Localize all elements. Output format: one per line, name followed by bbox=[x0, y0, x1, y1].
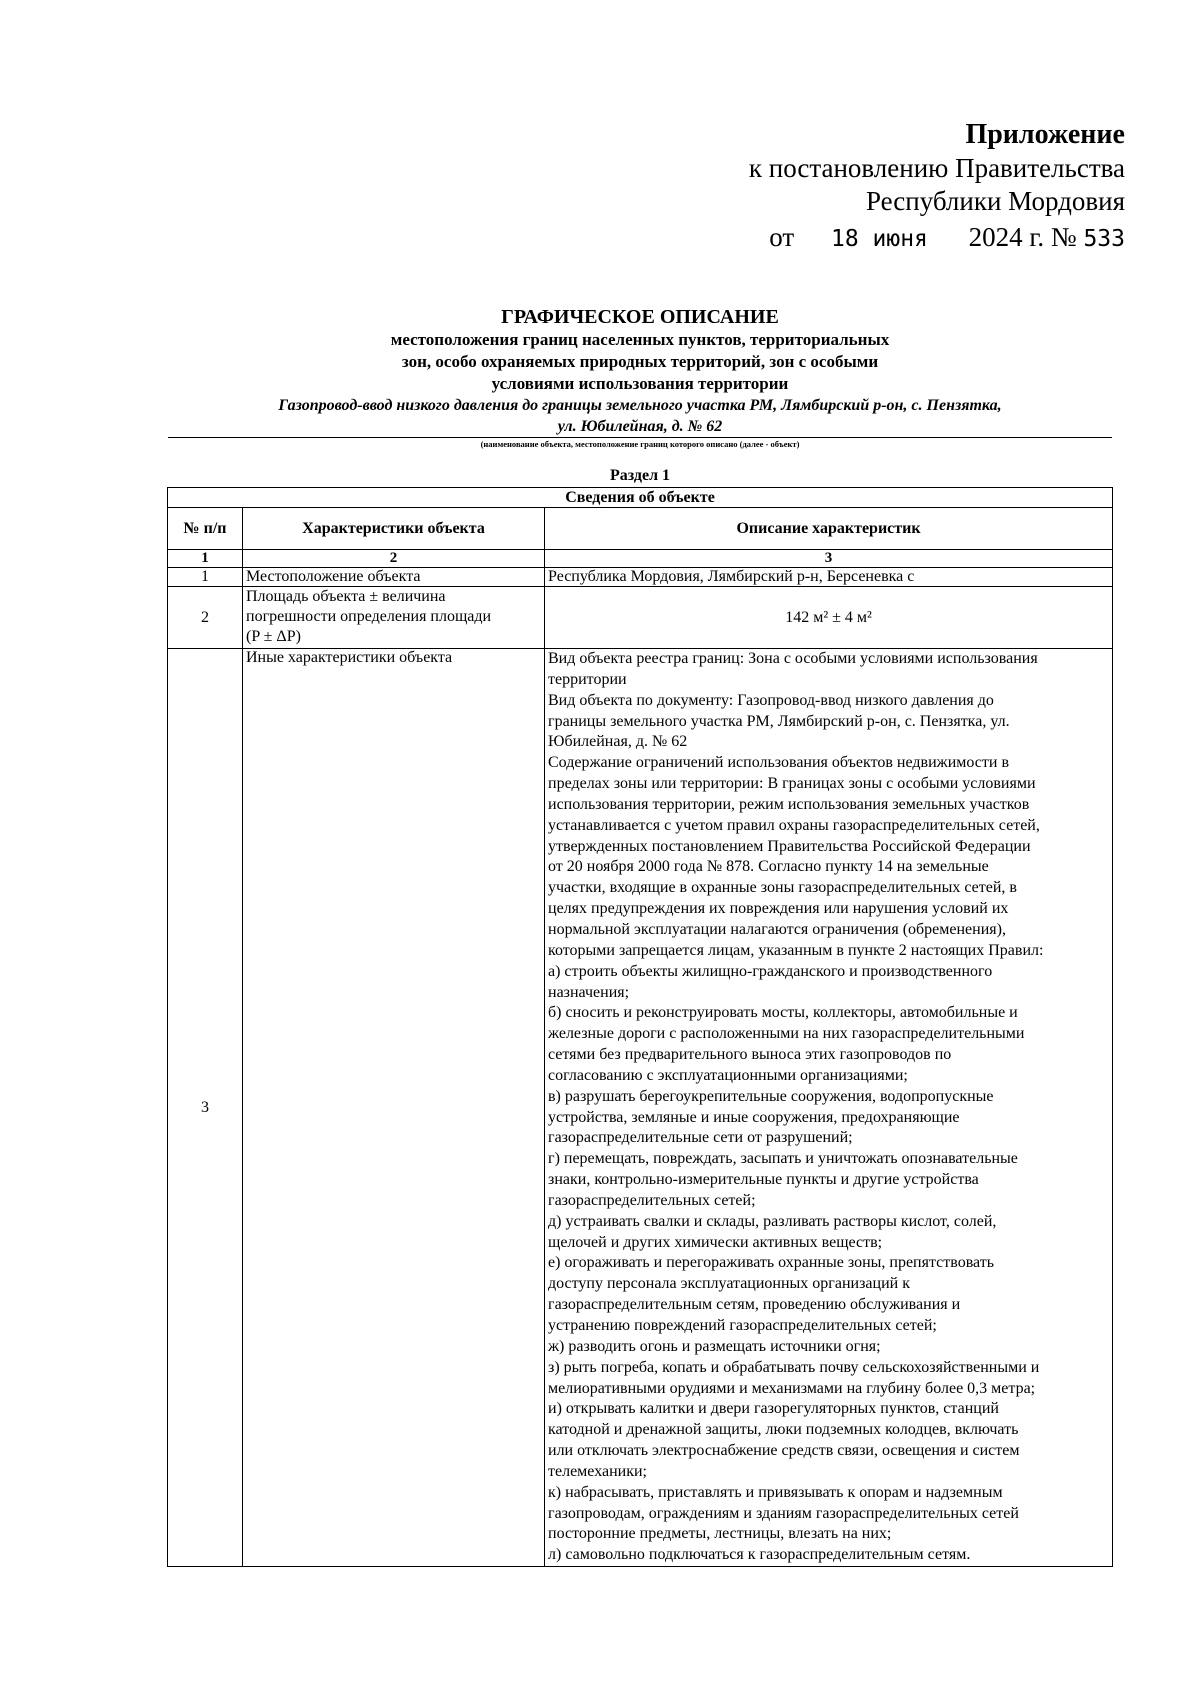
description-line: в) разрушать берегоукрепительные сооружения, водопропускные bbox=[548, 1087, 994, 1105]
description-line: устройства, земляные и иные сооружения, предохраняющие bbox=[548, 1108, 960, 1126]
row-characteristic-line: погрешности определения площади bbox=[246, 608, 492, 625]
document-subtitle-3: условиями использования территории bbox=[491, 374, 789, 393]
description-line: знаки, контрольно-измерительные пункты и другие устройства bbox=[548, 1171, 979, 1189]
document-subtitle-2: зон, особо охраняемых природных территорий, зон с особыми bbox=[401, 352, 879, 371]
object-info-table bbox=[167, 487, 1113, 1567]
description-line: или отключать электроснабжение средств связи, освещения и систем bbox=[548, 1442, 1020, 1460]
object-name-1: Газопровод-ввод низкого давления до границы земельного участка РМ, Лямбирский р-он, с. Пензятка, bbox=[278, 397, 1002, 414]
appendix-line-1: к постановлению Правительства bbox=[748, 153, 1125, 183]
row-characteristic: Иные характеристики объекта bbox=[243, 649, 545, 1567]
description-line: территории bbox=[548, 670, 627, 688]
description-line: и) открывать калитки и двери газорегуляторных пунктов, станций bbox=[548, 1400, 999, 1418]
column-number-1: 1 bbox=[168, 550, 243, 568]
header-description: Описание характеристик bbox=[545, 508, 1113, 550]
row-characteristic-line: Площадь объекта ± величина bbox=[246, 588, 446, 605]
table-title: Сведения об объекте bbox=[168, 488, 1113, 508]
section-label: Раздел 1 bbox=[609, 467, 671, 484]
table-row bbox=[168, 568, 1113, 587]
description-line: ж) разводить огонь и размещать источники огня; bbox=[548, 1337, 881, 1355]
description-line: е) огораживать и перегораживать охранные зоны, препятствовать bbox=[548, 1254, 995, 1272]
description-line: г) перемещать, повреждать, засыпать и уничтожать опознавательные bbox=[548, 1150, 1018, 1168]
appendix-header bbox=[525, 118, 1125, 256]
description-line: Вид объекта реестра границ: Зона с особыми условиями использования bbox=[548, 650, 1038, 667]
description-line: устанавливается с учетом правил охраны газораспределительных сетей, bbox=[548, 816, 1040, 834]
description-line: катодной и дренажной защиты, люки подземных колодцев, включать bbox=[548, 1421, 1019, 1439]
appendix-dateline bbox=[525, 220, 1125, 256]
description-line: Вид объекта по документу: Газопровод-ввод низкого давления до bbox=[548, 691, 994, 709]
description-line: з) рыть погреба, копать и обрабатывать почву сельскохозяйственными и bbox=[548, 1358, 1040, 1376]
description-line: Содержание ограничений использования объектов недвижимости в bbox=[548, 754, 1009, 772]
description-line: газораспределительные сети от разрушений; bbox=[548, 1129, 853, 1147]
description-line: утвержденных постановлением Правительства Российской Федерации bbox=[548, 837, 1031, 855]
document-title: ГРАФИЧЕСКОЕ ОПИСАНИЕ bbox=[501, 306, 779, 328]
appendix-title: Приложение bbox=[965, 119, 1125, 150]
row-number: 3 bbox=[168, 649, 243, 1567]
description-line: газораспределительным сетям, проведению обслуживания и bbox=[548, 1296, 961, 1314]
header-num: № п/п bbox=[168, 508, 243, 550]
description-line: д) устраивать свалки и склады, разливать растворы кислот, солей, bbox=[548, 1212, 997, 1230]
decree-number: 533 bbox=[1083, 226, 1125, 252]
description-line: к) набрасывать, приставлять и привязывать к опорам и надземным bbox=[548, 1483, 1003, 1501]
date-value: 18 июня bbox=[830, 226, 928, 252]
table-row bbox=[168, 587, 1113, 649]
row-number: 1 bbox=[168, 568, 243, 587]
description-line: Юбилейная, д. № 62 bbox=[548, 733, 688, 751]
row-number: 2 bbox=[168, 587, 243, 649]
description-line: газопроводам, ограждениям и зданиям газораспределительных сетей bbox=[548, 1504, 1019, 1522]
description-line: л) самовольно подключаться к газораспределительным сетям. bbox=[548, 1546, 971, 1564]
row-description: Республика Мордовия, Лямбирский р-н, Берсеневка с bbox=[545, 568, 1113, 587]
row-characteristic bbox=[243, 587, 545, 649]
column-number-2: 2 bbox=[243, 550, 545, 568]
description-line: согласованию с эксплуатационными организациями; bbox=[548, 1066, 908, 1084]
description-line: использования территории, режим использования земельных участков bbox=[548, 795, 1030, 813]
description-line: пределах зоны или территории: В границах зоны с особыми условиями bbox=[548, 775, 1036, 793]
description-line: от 20 ноября 2000 года № 878. Согласно пункту 14 на земельные bbox=[548, 858, 989, 876]
description-line: которыми запрещается лицам, указанным в пункте 2 настоящих Правил: bbox=[548, 941, 1044, 959]
description-line: посторонние предметы, лестницы, влезать на них; bbox=[548, 1525, 892, 1543]
object-caption: (наименование объекта, местоположение границ которого описано (далее - объект) bbox=[480, 439, 800, 449]
area-value: 142 м² ± 4 м² bbox=[545, 587, 1113, 649]
row-description bbox=[545, 649, 1113, 1567]
description-line: целях предупреждения их повреждения или нарушения условий их bbox=[548, 900, 1009, 918]
description-line: мелиоративными орудиями и механизмами на глубину более 0,3 метра; bbox=[548, 1379, 1036, 1397]
description-line: доступу персонала эксплуатационных организаций к bbox=[548, 1275, 910, 1293]
column-number-3: 3 bbox=[545, 550, 1113, 568]
description-line: сетями без предварительного выноса этих газопроводов по bbox=[548, 1046, 952, 1064]
object-name-2: ул. Юбилейная, д. № 62 bbox=[168, 416, 1112, 438]
description-line: устранению повреждений газораспределительных сетей; bbox=[548, 1317, 937, 1334]
year-label: 2024 г. № bbox=[968, 222, 1077, 252]
document-subtitle-1: местоположения границ населенных пунктов, территориальных bbox=[390, 330, 890, 349]
date-prefix: от bbox=[769, 222, 795, 252]
description-line: газораспределительных сетей; bbox=[548, 1191, 756, 1209]
description-line: нормальной эксплуатации налагаются ограничения (обременения), bbox=[548, 920, 1006, 938]
description-line: б) сносить и реконструировать мосты, коллекторы, автомобильные и bbox=[548, 1004, 1018, 1022]
document-title-block bbox=[170, 305, 1110, 450]
description-line: железные дороги с расположенными на них газораспределительными bbox=[548, 1025, 1025, 1043]
header-characteristics: Характеристики объекта bbox=[243, 508, 545, 550]
row-characteristic: Местоположение объекта bbox=[243, 568, 545, 587]
description-line: границы земельного участка РМ, Лямбирский р-он, с. Пензятка, ул. bbox=[548, 712, 1010, 730]
table-row bbox=[168, 649, 1113, 1567]
description-line: телемеханики; bbox=[548, 1462, 647, 1480]
description-line: участки, входящие в охранные зоны газораспределительных сетей, в bbox=[548, 879, 1017, 897]
row-characteristic-line: (P ± ΔP) bbox=[246, 628, 301, 645]
description-line: назначения; bbox=[548, 983, 630, 1001]
appendix-line-2: Республики Мордовия bbox=[865, 186, 1125, 216]
description-line: щелочей и других химически активных веществ; bbox=[548, 1233, 883, 1251]
description-line: а) строить объекты жилищно-гражданского и производственного bbox=[548, 962, 993, 980]
